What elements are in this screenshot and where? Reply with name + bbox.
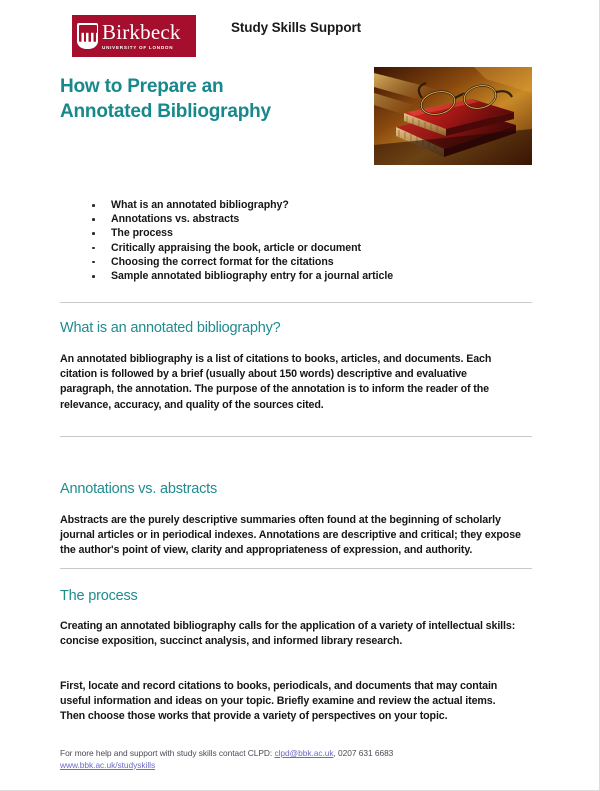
- page-title-line-1: How to Prepare an: [60, 76, 224, 97]
- list-item[interactable]: Sample annotated bibliography entry for a journal article: [88, 269, 508, 283]
- section-divider: [60, 568, 532, 569]
- footer-website-link[interactable]: www.bbk.ac.uk/studyskills: [60, 759, 156, 770]
- list-item[interactable]: The process: [88, 226, 508, 240]
- section-heading: Annotations vs. abstracts: [60, 481, 217, 497]
- section-paragraph: Abstracts are the purely descriptive summaries often found at the beginning of scholarly journal articles or in periodical indexes. Annotations are descriptive and critical; they expose the author's point of view, clarity and appropriateness of expression, and authority.: [60, 514, 521, 557]
- footer-email-link[interactable]: clpd@bbk.ac.uk: [274, 748, 334, 758]
- list-item[interactable]: Annotations vs. abstracts: [88, 212, 508, 226]
- footer: [60, 748, 530, 771]
- section-paragraph: First, locate and record citations to books, periodicals, and documents that may contain useful information and ideas on your topic. Briefly examine and review the actual items. Then choose those works that provide a variety of perspectives on your topic.: [60, 680, 498, 723]
- hero-image: [374, 67, 532, 165]
- section-divider: [60, 436, 532, 437]
- books-and-glasses-illustration: [374, 67, 532, 165]
- shield-crest-icon: [77, 23, 98, 49]
- section-paragraph: Creating an annotated bibliography calls for the application of a variety of intellectual skills: concise exposition, succinct analysis, and informed library research.: [60, 620, 516, 648]
- list-item[interactable]: Choosing the correct format for the citations: [88, 255, 508, 269]
- section-heading: What is an annotated bibliography?: [60, 320, 281, 336]
- list-item[interactable]: Critically appraising the book, article or document: [88, 241, 508, 255]
- section-divider: [60, 302, 532, 303]
- footer-text-after-email: , 0207 631 6683: [333, 748, 394, 758]
- contents-list: [88, 198, 508, 283]
- footer-text-before-email: For more help and support with study skills contact CLPD:: [60, 748, 275, 758]
- logo-wordmark: [102, 19, 181, 51]
- logo-subtitle: UNIVERSITY OF LONDON: [102, 44, 174, 50]
- masthead: [0, 0, 600, 62]
- list-item[interactable]: What is an annotated bibliography?: [88, 198, 508, 212]
- section-heading: The process: [60, 588, 138, 604]
- masthead-title: Study Skills Support: [231, 20, 362, 35]
- birkbeck-logo: [72, 15, 196, 57]
- page-title: [60, 74, 360, 125]
- logo-name: Birkbeck: [102, 19, 181, 44]
- section-paragraph: An annotated bibliography is a list of citations to books, articles, and documents. Each citation is followed by a brief (usually about 150 words) descriptive and evaluative paragraph, the annotation. The purpose of the annotation is to inform the reader of the relevance, accuracy, and quality of the sources cited.: [60, 353, 492, 411]
- page-title-line-2: Annotated Bibliography: [60, 101, 271, 123]
